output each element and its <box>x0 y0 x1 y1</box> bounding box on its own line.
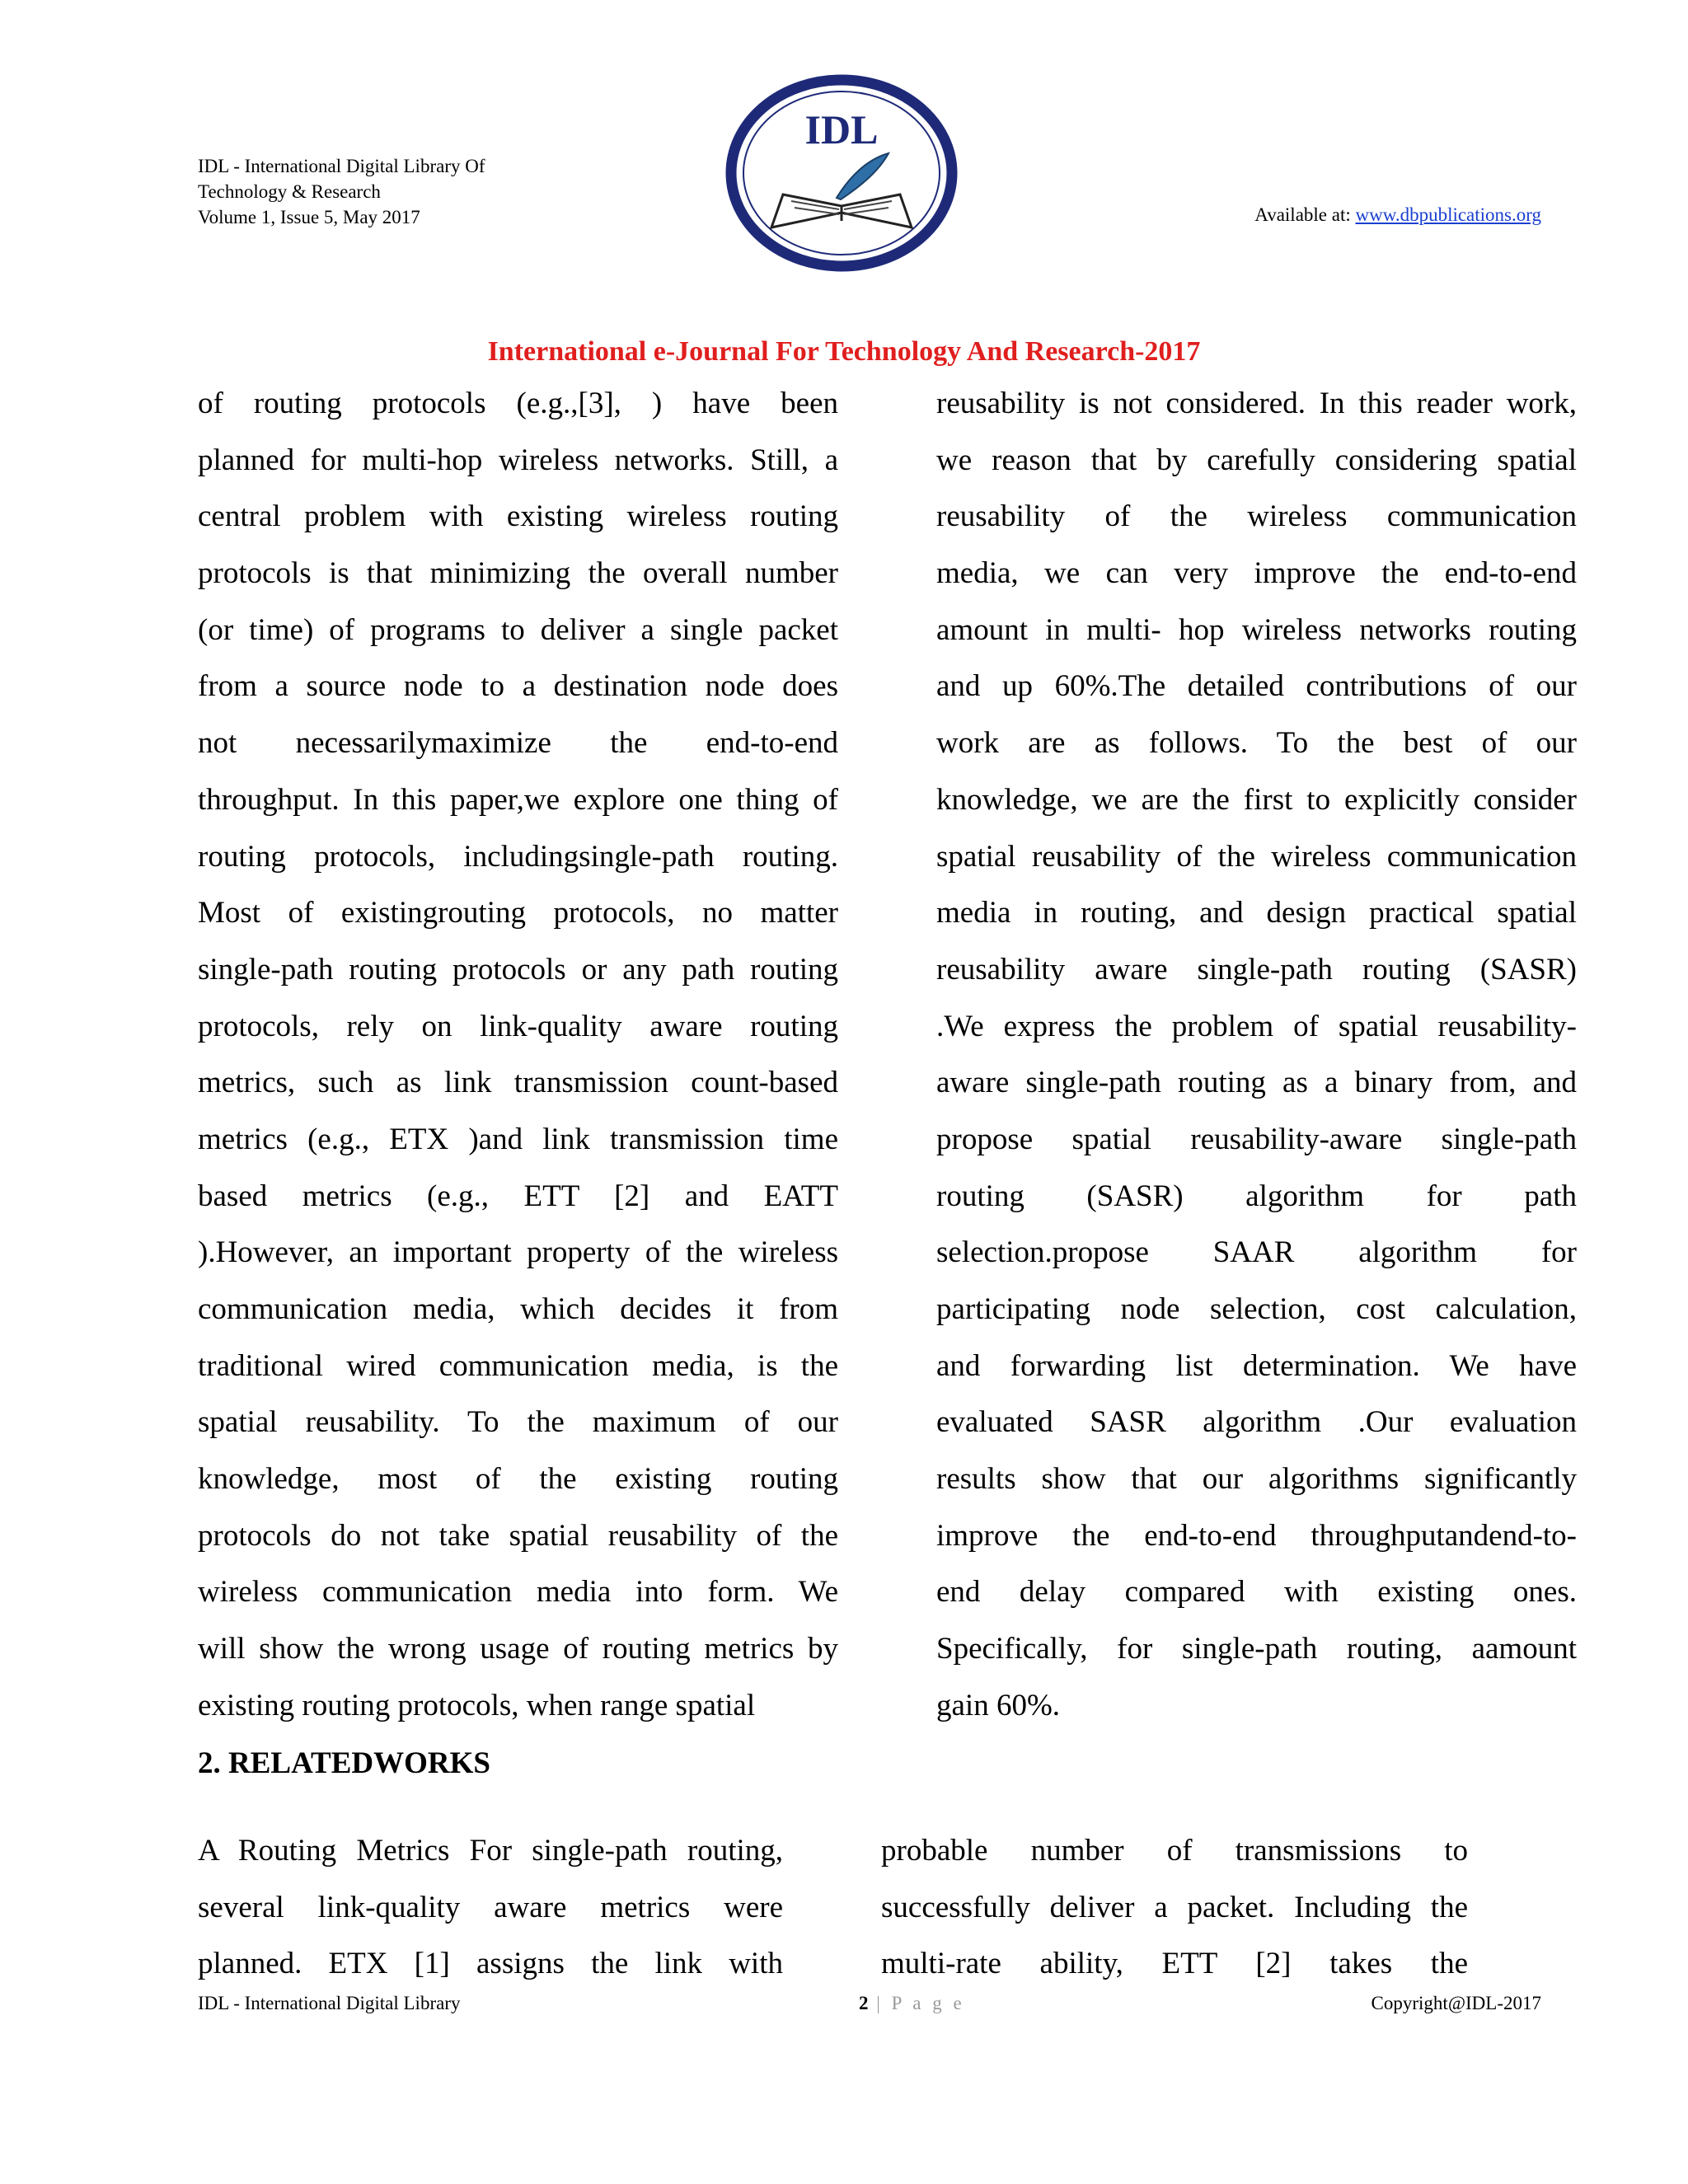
text-line: planned. ETX [1] assigns the link with <box>198 1947 783 1981</box>
text-line: traditional wired communication media, is the <box>198 1348 838 1383</box>
text-line: routing protocols, includingsingle-path routing. <box>198 839 838 874</box>
body-column-left <box>198 376 838 1735</box>
text-line: wireless communication media into form. We <box>198 1575 838 1610</box>
text-line: gain 60%. <box>936 1688 1061 1722</box>
journal-title: International e-Journal For Technology And Research-2017 <box>487 336 1201 367</box>
related-works-column-left <box>198 1823 783 1993</box>
text-line: reusability of the wireless communication <box>936 499 1577 534</box>
text-line: successfully deliver a packet. Including the <box>881 1890 1468 1924</box>
text-line: throughput. In this paper,we explore one thing of <box>198 782 838 817</box>
text-line: single-path routing protocols or any path routing <box>198 952 838 987</box>
text-line: from a source node to a destination node does <box>198 669 838 704</box>
availability-note <box>1254 204 1541 226</box>
text-line: probable number of transmissions to <box>881 1834 1468 1868</box>
text-line: work are as follows. To the best of our <box>936 726 1577 761</box>
text-line: protocols do not take spatial reusability of the <box>198 1518 838 1553</box>
footer-copyright: Copyright@IDL-2017 <box>1371 1993 1541 2013</box>
text-line: participating node selection, cost calculation, <box>936 1292 1577 1326</box>
text-line: existing routing protocols, when range spatial <box>198 1688 756 1722</box>
journal-header-info <box>198 153 485 230</box>
text-line: propose spatial reusability-aware single-path <box>936 1122 1577 1156</box>
text-line: (or time) of programs to deliver a single packet <box>198 612 838 647</box>
text-line: .We express the problem of spatial reusability- <box>936 1009 1577 1043</box>
text-line: ).However, an important property of the wireless <box>198 1235 838 1270</box>
text-line: metrics, such as link transmission count-based <box>198 1066 838 1100</box>
text-line: results show that our algorithms significantly <box>936 1462 1577 1497</box>
section-heading: 2. RELATEDWORKS <box>198 1746 490 1780</box>
header-line-2: Technology & Research <box>198 181 381 202</box>
text-line: reusability is not considered. In this reader work, <box>936 387 1577 420</box>
text-line: spatial reusability. To the maximum of our <box>198 1405 838 1440</box>
text-line: end delay compared with existing ones. <box>936 1575 1577 1610</box>
text-line: knowledge, most of the existing routing <box>198 1462 838 1497</box>
page-number <box>859 1993 965 2014</box>
text-line: and forwarding list determination. We have <box>936 1348 1577 1383</box>
text-line: amount in multi- hop wireless networks routing <box>936 612 1577 647</box>
text-line: metrics (e.g., ETX )and link transmission time <box>198 1122 838 1156</box>
text-line: multi-rate ability, ETT [2] takes the <box>881 1947 1468 1981</box>
body-column-right <box>936 376 1577 1735</box>
text-line: improve the end-to-end throughputandend-to- <box>936 1518 1577 1553</box>
text-line: and up 60%.The detailed contributions of our <box>936 669 1577 704</box>
related-works-column-right <box>881 1823 1468 1993</box>
text-line: will show the wrong usage of routing metrics by <box>198 1632 838 1666</box>
available-label: Available at: <box>1254 204 1356 225</box>
page-label: | P a g e <box>876 1993 965 2013</box>
text-line: of routing protocols (e.g.,[3], ) have been <box>198 387 838 420</box>
text-line: based metrics (e.g., ETT [2] and EATT <box>198 1179 838 1213</box>
footer-left: IDL - International Digital Library <box>198 1993 461 2013</box>
text-line: central problem with existing wireless routing <box>198 499 838 534</box>
text-line: A Routing Metrics For single-path routing, <box>198 1834 783 1868</box>
text-line: aware single-path routing as a binary from, and <box>936 1066 1577 1100</box>
text-line: media in routing, and design practical spatial <box>936 896 1577 930</box>
text-line: Specifically, for single-path routing, aamount <box>936 1632 1577 1666</box>
text-line: Most of existingrouting protocols, no matter <box>198 896 838 930</box>
text-line: protocols, rely on link-quality aware routing <box>198 1009 838 1043</box>
text-line: communication media, which decides it from <box>198 1292 838 1326</box>
header-line-1: IDL - International Digital Library Of <box>198 156 485 176</box>
text-line: spatial reusability of the wireless communication <box>936 839 1577 874</box>
text-line: reusability aware single-path routing (SASR) <box>936 952 1577 987</box>
idl-logo <box>725 74 958 272</box>
publisher-link[interactable]: www.dbpublications.org <box>1355 204 1541 225</box>
text-line: we reason that by carefully considering spatial <box>936 443 1577 477</box>
text-line: evaluated SASR algorithm .Our evaluation <box>936 1405 1577 1440</box>
text-line: not necessarilymaximize the end-to-end <box>198 726 838 761</box>
logo-text: IDL <box>804 106 879 152</box>
header-line-3: Volume 1, Issue 5, May 2017 <box>198 207 420 227</box>
text-line: media, we can very improve the end-to-end <box>936 556 1577 591</box>
text-line: selection.propose SAAR algorithm for <box>936 1235 1577 1270</box>
page-number-value: 2 <box>859 1993 869 2013</box>
text-line: protocols is that minimizing the overall number <box>198 556 838 591</box>
text-line: several link-quality aware metrics were <box>198 1890 783 1924</box>
text-line: knowledge, we are the first to explicitly consider <box>936 782 1577 817</box>
text-line: routing (SASR) algorithm for path <box>936 1179 1577 1213</box>
text-line: planned for multi-hop wireless networks. Still, a <box>198 443 838 477</box>
